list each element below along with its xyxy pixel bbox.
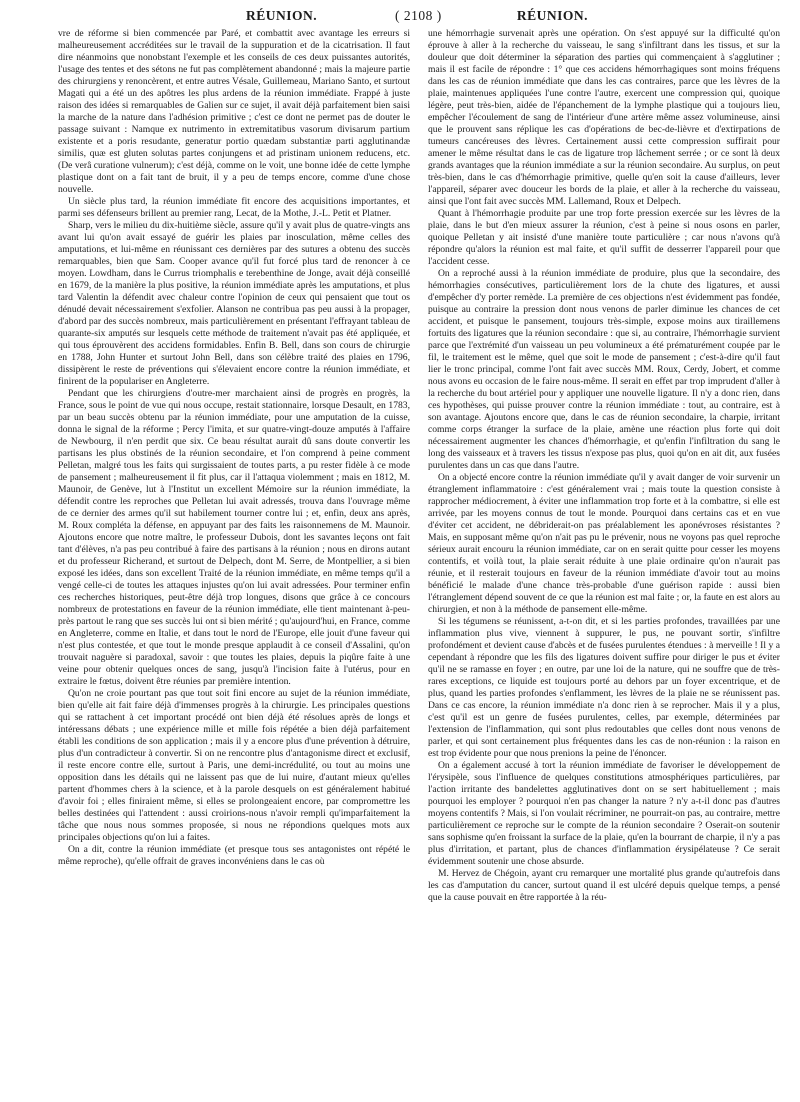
running-header [58,4,738,26]
header-title-right: RÉUNION. [516,8,588,23]
paragraph: Sharp, vers le milieu du dix-huitième siècle, assure qu'il y avait plus de quatre-vingts ans avant lui qu'on avait essayé de guérir les plaies par inosculation, même celles des amputations, et lui-même en réunissant ces dernières par des sutures a obtenu des succès remarquables, bien que Sam. Cooper avance qu'il fut forcé plus tard de renoncer à ce moyen. Lowdham, dans le Currus triomphalis e terebenthine de Jonge, avait déjà conseillé en 1679, de la manière la plus positive, la réunion immédiate après les amputations, et plus tard Valentin la défendit avec chaleur contre l'opinion de ceux qui pensaient que tout os dénudé devait nécessairement s'exfolier. Alanson ne contribua pas peu aussi à la propager, d'abord par des succès nombreux, mais particulièrement en présentant l'effrayant tableau de quarante-six amputés sur lesquels cette méthode de traitement n'avait pas été appliquée, et qui tous éprouvèrent des accidens formidables. Enfin B. Bell, dans son cours de chirurgie en 1788, John Hunter et surtout John Bell, dans son célèbre traité des plaies en 1796, dissipèrent le reste de préventions qui s'élevaient encore contre la réunion immédiate, et finirent de la populariser en Angleterre. [58,220,410,387]
paragraph: Un siècle plus tard, la réunion immédiate fit encore des acquisitions importantes, et parmi ses défenseurs brillent au premier rang, Lecat, de la Mothe, J.-L. Petit et Platner. [58,196,410,219]
paragraph: vre de réforme si bien commencée par Paré, et combattit avec avantage les erreurs si malheureusement accréditées sur le travail de la suppuration et de la cicatrisation. Il faut dire néanmoins que nonobstant l'exemple et les conseils de ces deux puissantes autorités, l'usage des tentes et des sétons ne fut pas complètement abandonné ; mais la majeure partie des chirurgiens y renoncèrent, et entre autres Vésale, Guillemeau, Mariano Santo, et surtout Magati qui a été un des apôtres les plus ardens de la réunion immédiate. Frappé à juste raison des idées si remarquables de Galien sur ce sujet, il avait déjà parfaitement bien saisi la marche de la nature dans l'adhésion primitive ; c'est ce dont ne permet pas de douter le passage suivant : Namque ex nutrimento in extremitatibus vasorum divisarum partium existente et a poris resudante, generatur portio quædam substantiæ parti agglutinandæ similis, quæ est gluten solutas partes conjungens et ad pristinam unionem reducens, etc. (De verâ curatione vulnerum); c'est déjà, comme on le voit, une bonne idée de cette lymphe plastique dont on a fait tant de bruit, il y a peu de temps encore, comme d'une chose nouvelle. [58,28,410,195]
paragraph: Quant à l'hémorrhagie produite par une trop forte pression exercée sur les lèvres de la plaie, dans le but d'en mieux assurer la réunion, c'est à peine si nous osons en parler, quoique Pelletan y ait insisté d'une manière toute particulière ; car nous n'avons qu'à répondre qu'alors la réunion est mal faite, et qu'il suffit de desserrer l'appareil pour que l'accident cesse. [428,208,780,267]
paragraph: M. Hervez de Chégoin, ayant cru remarquer une mortalité plus grande qu'autrefois dans les cas d'amputation du cancer, surtout quand il est ulcéré depuis quelque temps, a pensé que la cause pouvait en être rapportée à la réu- [428,868,780,903]
paragraph: une hémorrhagie survenait après une opération. On s'est appuyé sur la difficulté qu'on éprouve à aller à la recherche du vaisseau, le sang s'infiltrant dans les tissus, et sur la douleur que doit déterminer la séparation des parties qui commençaient à s'agglutiner ; mais il est facile de répondre : 1° que ces accidens hémorrhagiques sont moins fréquens dans les cas de réunion immédiate que dans les cas contraires, parce que les lèvres de la plaie, maintenues appliquées l'une contre l'autre, exercent une compression qui, quoique légère, peut très-bien, aidée de l'épanchement de la lymphe plastique qui a toujours lieu, empêcher l'écoulement de sang de l'intérieur d'une artère même assez volumineuse, ainsi que le prouvent sans réplique les cas d'opérations de bec-de-lièvre et d'extirpations de tumeurs cancéreuses des lèvres. Certainement aussi cette compression suffirait pour amener le même résultat dans le cas de ligature trop lâchement serrée ; or ce sont là deux grands avantages que la réunion immédiate a sur la réunion secondaire. Au surplus, on peut très-bien, dans le cas d'hémorrhagie primitive, quelle qu'en soit la cause d'ailleurs, lever l'appareil, séparer avec douceur les bords de la plaie, et aller à la recherche du vaisseau, ainsi que l'ont fait avec succès MM. Lallemand, Roux et Delpech. [428,28,780,207]
paragraph: On a objecté encore contre la réunion immédiate qu'il y avait danger de voir survenir un étranglement inflammatoire : c'est généralement vrai ; mais toute la question consiste à rapprocher médiocrement, à éviter une inflammation trop forte et à la combattre, si elle est arrivée, par les moyens connus de tout le monde. Pourquoi dans certains cas et en vue d'éviter cet accident, ne débriderait-on pas préalablement les aponévroses résistantes ? Mais, en supposant même qu'on n'ait pas pu le prévenir, nous ne voyons pas quel reproche sérieux aurait encouru la réunion immédiate, car on en serait quitte pour cesser les moyens contentifs, et voilà tout, la plaie serait réduite à une plaie ordinaire qu'on n'aurait pas réunie, et il resterait toujours en faveur de la réunion immédiate d'avoir tout au moins bénéficié le malade d'une chance très-probable d'une guérison rapide : aussi bien l'étranglement dépend souvent de ce que la réunion est mal faite ; or, la faute en est alors au chirurgien, et non à la méthode de pansement elle-même. [428,472,780,615]
paragraph: Si les tégumens se réunissent, a-t-on dit, et si les parties profondes, travaillées par une inflammation plus vive, viennent à suppurer, le pus, ne pouvant sortir, s'infiltre profondément et devient cause d'abcès et de fusées purulentes étendues : à merveille ! Il y a cependant à répondre que les fils des ligatures doivent suffire pour diriger le pus et éviter qu'il ne se ramasse en foyer ; en outre, par une loi de la nature, qui ne souffre que de très-rares exceptions, ce liquide est toujours porté au dehors par un foyer excentrique, et de plus, quand les parties profondes s'enflamment, les lèvres de la plaie ne se réunissent pas. Dans ce cas encore, la réunion immédiate n'a donc rien à se reprocher. Mais il y a plus, c'est qu'il est un genre de fusées purulentes, celles, par exemple, déterminées par l'extension de l'inflammation, qui sont plus redoutables que celles dont nous venons de parler, et qui sont certainement plus fréquentes dans les cas de non-réunion : la raison en est trop évidente pour que nous prenions la peine de l'énoncer. [428,616,780,759]
page-number: ( 2108 ) [395,8,442,23]
paragraph: On a reproché aussi à la réunion immédiate de produire, plus que la secondaire, des hémorrhagies consécutives, particulièrement lors de la chute des ligatures, et aussi d'empêcher d'y porter remède. La première de ces objections n'est évidemment pas fondée, puisque au contraire la pression dont nous venons de parler diminue les chances de cet accident, et puisque le pansement, toujours très-simple, expose moins aux tiraillemens fortuits des ligatures que la réunion secondaire : que si, au contraire, l'hémorrhagie survient parce que l'extrémité d'un vaisseau un peu volumineux a été prématurément coupée par le fil, le traitement est le même, quel que soit le mode de pansement ; c'est-à-dire qu'il faut lier le tronc principal, comme l'ont fait avec succès MM. Roux, Cerdy, Jobert, et comme nous avons eu occasion de le faire nous-même. Il serait en effet par trop imprudent d'aller à la recherche du bout artériel pour y appliquer une nouvelle ligature. Il n'y a donc rien, dans ces hypothèses, qui puisse prouver contre la réunion immédiate : tout, au contraire, est à son avantage. Ajoutons encore que, dans le cas de réunion secondaire, la charpie, irritant comme corps étranger la surface de la plaie, amène une réaction plus forte qui doit nécessairement augmenter les chances d'hémorrhagie, et qu'enfin l'infiltration du sang le long des vaisseaux et à travers les tissus n'expose pas plus, quoi qu'on en ait dit, aux fusées purulentes dans un cas que dans l'autre. [428,268,780,471]
paragraph: On a dit, contre la réunion immédiate (et presque tous ses antagonistes ont répété le même reproche), qu'elle offrait de graves inconvéniens dans le cas où [58,844,410,867]
paragraph: Qu'on ne croie pourtant pas que tout soit fini encore au sujet de la réunion immédiate, bien qu'elle ait fait faire déjà d'immenses progrès à la chirurgie. Les principales questions qui se rattachent à cet important procédé ont bien déjà été résolues après de longs et intéressans débats ; une expérience mille et mille fois répétée a bien déjà parfaitement établi les conditions de son application ; mais il y a encore plus d'une prévention à détruire, plus d'un contradicteur à convertir. Si on ne rencontre plus d'antagonisme direct et exclusif, il reste encore contre elle, surtout à Paris, une demi-incrédulité, ou tout au moins une opposition dans les détails qui ne laissent pas que de lui nuire, d'autant mieux qu'elles partent d'hommes chers à la science, et à la parole desquels on est généralement habitué d'avoir foi ; elles finiraient même, si elles se prolongeaient encore, par compromettre les belles destinées qui l'attendent : aussi croirions-nous n'avoir rempli qu'imparfaitement la tâche que nous nous sommes proposée, si nous ne répondions quelques mots aux principales objections qu'on lui a faites. [58,688,410,843]
header-title-left: RÉUNION. [246,8,318,23]
paragraph: Pendant que les chirurgiens d'outre-mer marchaient ainsi de progrès en progrès, la France, sous le point de vue qui nous occupe, restait stationnaire, lorsque Desault, en 1783, par un beau succès obtenu par la réunion immédiate, pour une amputation de la cuisse, donna le signal de la réforme ; Percy l'imita, et sur quatre-vingt-douze amputés à l'affaire de Newbourg, il n'en perdit que six. Ce beau résultat aurait dû sans doute convertir les partisans les plus obstinés de la réunion secondaire, et l'on comprend à peine comment Pelletan, malgré tous les faits qui surgissaient de toutes parts, a pu rester fidèle à ce mode de pansement ; malheureusement il fit plus, car il l'attaqua violemment ; mais en 1812, M. Maunoir, de Genève, lut à l'Institut un excellent Mémoire sur la réunion immédiate, la défendit contre les reproches que Pelletan lui avait adressés, trouva dans l'ouvrage même de ce dernier des armes qu'il sut habilement tourner contre lui ; et, enfin, deux ans après, M. Roux compléta la défense, en appuyant par des faits les raisonnemens de M. Maunoir. Ajoutons encore que notre maître, le professeur Dubois, dont les savantes leçons ont fait tant d'élèves, n'a pas peu contribué à faire des partisans à la réunion ; nous en dirons autant et du professeur Richerand, et surtout de Delpech, dont M. Serre, de Montpellier, a si bien exposé les idées, dans son excellent Traité de la réunion immédiate, en même temps qu'il a vengé celle-ci de toutes les attaques injustes qu'on lui avait adressées. Pour terminer enfin ces recherches historiques, peut-être déjà trop longues, disons que grâce à ce concours nombreux de protestations en faveur de la réunion immédiate, elle tient maintenant à-peu-près partout le rang que ses succès lui ont si bien mérité ; qu'aujourd'hui, en France, comme en Angleterre, comme en Italie, et dans tout le nord de l'Europe, elle jouit d'une faveur qui n'est plus contestée, et que tout le monde presque applaudit à ce conseil d'Assalini, qu'on trouvait naguère si paradoxal, savoir : que toutes les plaies, depuis la piqûre faite à une veine pour obtenir quelques onces de sang, jusqu'à l'incision faite à l'utérus, pour en extraire le fœtus, doivent être réunies par première intention. [58,388,410,687]
paragraph: On a également accusé à tort la réunion immédiate de favoriser le développement de l'érysipèle, sous l'influence de quelques constitutions atmosphériques particulières, par l'action irritante des bandelettes agglutinatives dont on se sert habituellement ; mais pourquoi les employer ? pourquoi n'en pas changer la nature ? n'y a-t-il donc pas d'autres moyens contentifs ? Mais, si l'on voulait récriminer, ne pourrait-on pas, au contraire, mettre particulièrement ce reproche sur le compte de la réunion secondaire ? Oserait-on soutenir sans sophisme qu'en froissant la surface de la plaie, qu'en la bourrant de charpie, il n'y a pas plus d'irritation, et partant, plus de chances d'inflammation érysipélateuse ? Ce serait évidemment soutenir une chose absurde. [428,760,780,867]
text-column-left [58,28,410,1094]
text-column-right [428,28,780,1094]
